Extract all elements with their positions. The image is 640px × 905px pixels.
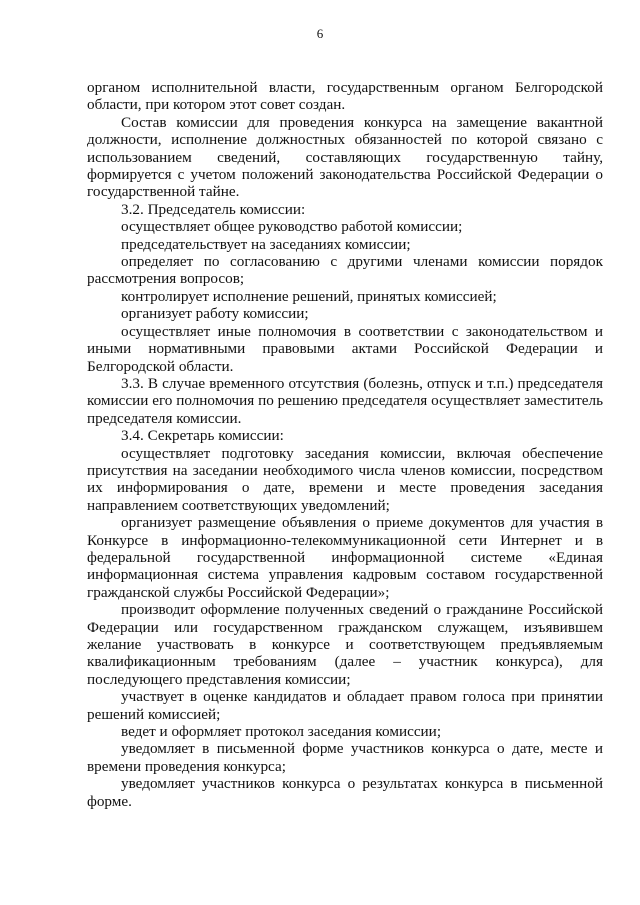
paragraph-chair-duty-4: контролирует исполнение решений, принятых комиссией; [121,287,497,305]
paragraph-continuation: органом исполнительной власти, государственным органом Белгородской области, при котором этот совет создан. [87,79,603,114]
paragraph-chair-duty-3: определяет по согласованию с другими членами комиссии порядок рассмотрения вопросов; [87,253,603,288]
paragraph-section-3-4: 3.4. Секретарь комиссии: [121,427,284,445]
paragraph-section-3-2: 3.2. Председатель комиссии: [121,200,306,218]
paragraph-secretary-duty-2: организует размещение объявления о приеме документов для участия в Конкурсе в информационно-телекоммуникационной сети Интернет и в федеральной государственной информационной системе «Единая информационная система управления кадровым составом государственной гражданской службы Российской Федерации»; [87,514,603,601]
paragraph-secretary-duty-6: уведомляет в письменной форме участников конкурса о дате, месте и времени проведения конкурса; [87,740,603,775]
paragraph-secretary-duty-5: ведет и оформляет протокол заседания комиссии; [121,723,442,741]
paragraph-chair-duty-1: осуществляет общее руководство работой комиссии; [121,218,463,236]
paragraph-secretary-duty-4: участвует в оценке кандидатов и обладает правом голоса при принятии решений комиссией; [87,688,603,723]
paragraph-secretary-duty-1: осуществляет подготовку заседания комиссии, включая обеспечение присутствия на заседании необходимого числа членов комиссии, посредством их информирования о дате, времени и месте проведения заседания направлением соответствующих уведомлений; [87,444,603,514]
paragraph-secretary-duty-7: уведомляет участников конкурса о результатах конкурса в письменной форме. [87,775,603,810]
page-number: 6 [316,26,324,41]
paragraph-chair-duty-6: осуществляет иные полномочия в соответствии с законодательством и иными нормативными правовыми актами Российской Федерации и Белгородской области. [87,322,603,375]
document-body [87,79,603,810]
paragraph-section-3-3: 3.3. В случае временного отсутствия (болезнь, отпуск и т.п.) председателя комиссии его полномочия по решению председателя осуществляет заместитель председателя комиссии. [87,374,603,427]
paragraph-chair-duty-2: председательствует на заседаниях комиссии; [121,235,411,253]
paragraph-commission-composition: Состав комиссии для проведения конкурса на замещение вакантной должности, исполнение должностных обязанностей по которой связано с использованием сведений, составляющих государственную тайну, формируется с учетом положений законодательства Российской Федерации о государственной тайне. [87,113,603,201]
paragraph-secretary-duty-3: производит оформление полученных сведений о гражданине Российской Федерации или государственном гражданском служащем, изъявившем желание участвовать в конкурсе и соответствующем предъявляемым квалификационным требованиям (далее – участник конкурса), для последующего представления комиссии; [87,601,603,688]
paragraph-chair-duty-5: организует работу комиссии; [121,305,309,323]
